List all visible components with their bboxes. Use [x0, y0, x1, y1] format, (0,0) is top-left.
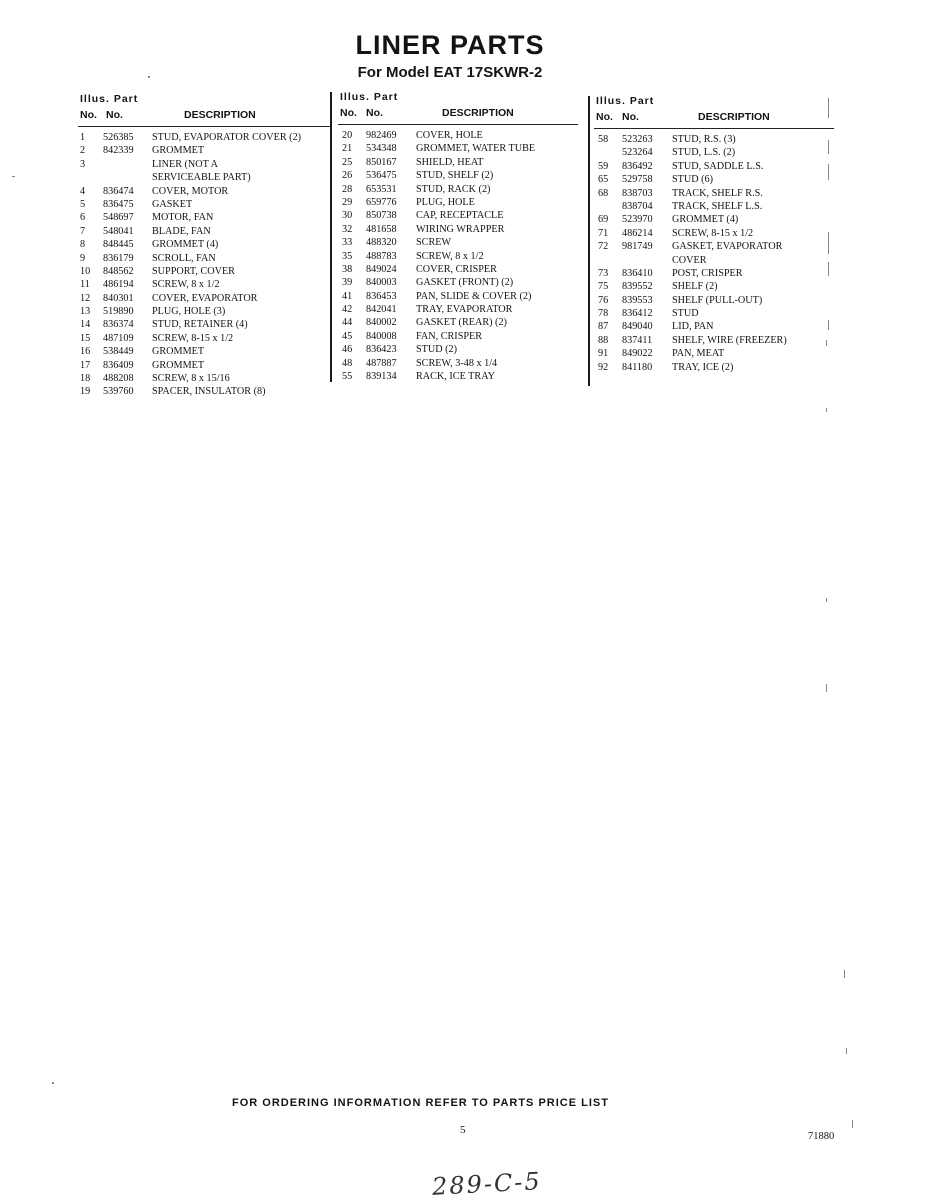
illus-no: 59 — [598, 160, 609, 172]
parts-row — [594, 133, 834, 146]
part-number: 836410 — [622, 267, 653, 279]
part-number: 486194 — [103, 279, 134, 291]
illus-no: 14 — [80, 319, 91, 331]
illus-no: 9 — [80, 252, 86, 264]
part-description: COVER, CRISPER — [416, 263, 497, 275]
parts-row — [78, 332, 330, 345]
part-description: POST, CRISPER — [672, 267, 743, 279]
scan-speck — [852, 1120, 853, 1128]
part-description: SHELF (PULL-OUT) — [672, 294, 763, 306]
parts-row — [78, 345, 330, 358]
illus-no: 19 — [80, 386, 91, 398]
parts-row — [338, 330, 578, 343]
illus-no: 58 — [598, 134, 609, 145]
scan-speck — [826, 408, 827, 412]
part-description: PLUG, HOLE — [416, 196, 475, 208]
part-description: TRAY, ICE (2) — [672, 361, 734, 373]
illus-no: 12 — [80, 292, 91, 304]
scan-speck — [828, 320, 829, 330]
part-number: 849040 — [622, 321, 653, 333]
scan-speck — [826, 340, 827, 346]
parts-row — [594, 213, 834, 226]
parts-row — [338, 370, 578, 383]
parts-row — [78, 225, 330, 238]
part-number: 848445 — [103, 239, 134, 251]
part-number: 836474 — [103, 185, 134, 197]
parts-row — [594, 200, 834, 213]
illus-no: 7 — [80, 225, 86, 237]
part-number: 538449 — [103, 346, 134, 358]
parts-row — [338, 129, 578, 142]
scan-speck — [148, 76, 150, 78]
illus-no: 25 — [342, 156, 353, 168]
description-heading: DESCRIPTION — [698, 111, 770, 123]
scan-speck — [844, 970, 845, 978]
part-number: 523264 — [622, 147, 653, 159]
part-description: TRACK, SHELF R.S. — [672, 187, 763, 199]
parts-row — [78, 318, 330, 331]
illus-no: 3 — [80, 158, 86, 170]
part-number: 848562 — [103, 265, 134, 277]
scan-speck — [826, 598, 827, 602]
part-number: 838704 — [622, 200, 653, 212]
illus-no: 91 — [598, 348, 609, 360]
parts-rows — [338, 125, 578, 383]
part-number: 836179 — [103, 252, 134, 264]
parts-row — [338, 142, 578, 155]
parts-row — [338, 250, 578, 263]
part-number: 842339 — [103, 145, 134, 157]
illus-no-heading: No. — [340, 107, 357, 119]
part-description: STUD — [672, 308, 699, 320]
parts-row — [338, 183, 578, 196]
part-description: LINER (NOT A — [152, 158, 219, 170]
model-subtitle: For Model EAT 17SKWR-2 — [357, 64, 543, 81]
part-number: 839553 — [622, 294, 653, 306]
illus-no: 26 — [342, 170, 353, 182]
part-number: 850167 — [366, 156, 397, 168]
scan-speck — [828, 262, 829, 276]
part-description: SHIELD, HEAT — [416, 156, 484, 168]
illus-no: 69 — [598, 214, 609, 226]
part-description: GROMMET — [152, 145, 205, 157]
description-heading: DESCRIPTION — [442, 107, 514, 119]
part-number: 529758 — [622, 174, 653, 186]
part-number: 653531 — [366, 183, 397, 195]
part-number: 981749 — [622, 241, 653, 253]
parts-row — [78, 278, 330, 291]
part-description: SHELF, WIRE (FREEZER) — [672, 334, 787, 346]
part-description: SCREW, 8 x 1/2 — [152, 279, 220, 291]
part-description: COVER, HOLE — [416, 130, 483, 141]
illus-no: 4 — [80, 185, 86, 197]
part-description: GROMMET, WATER TUBE — [416, 143, 536, 155]
scan-speck — [826, 684, 827, 692]
parts-row — [338, 290, 578, 303]
illus-no: 32 — [342, 223, 353, 235]
part-number: 840003 — [366, 277, 397, 289]
parts-row — [338, 276, 578, 289]
part-description: BLADE, FAN — [152, 225, 211, 237]
illus-no: 21 — [342, 143, 353, 155]
illus-no: 76 — [598, 294, 609, 306]
part-number: 548697 — [103, 212, 134, 224]
part-description: STUD, R.S. (3) — [672, 134, 736, 145]
parts-row — [338, 343, 578, 356]
part-number: 523970 — [622, 214, 653, 226]
parts-row — [78, 252, 330, 265]
part-number: 836492 — [622, 160, 653, 172]
parts-row — [338, 357, 578, 370]
part-description: GROMMET (4) — [152, 239, 219, 251]
part-description: STUD, SHELF (2) — [416, 170, 494, 182]
part-description: PAN, MEAT — [672, 348, 725, 360]
part-description: CAP, RECEPTACLE — [416, 210, 504, 222]
illus-no: 17 — [80, 359, 91, 371]
parts-row — [78, 211, 330, 224]
part-description: SPACER, INSULATOR (8) — [152, 386, 266, 398]
illus-no: 48 — [342, 357, 353, 369]
part-number: 486214 — [622, 227, 653, 239]
column-header — [338, 90, 578, 125]
part-number: 838703 — [622, 187, 653, 199]
illus-part-heading: Illus. Part — [340, 91, 399, 103]
parts-row — [594, 294, 834, 307]
part-number: 850738 — [366, 210, 397, 222]
parts-row — [338, 236, 578, 249]
part-number: 836475 — [103, 198, 134, 210]
part-number: 840301 — [103, 292, 134, 304]
illus-no: 6 — [80, 212, 86, 224]
illus-no: 2 — [80, 145, 86, 157]
illus-no: 42 — [342, 304, 353, 316]
part-number: 534348 — [366, 143, 397, 155]
illus-no: 35 — [342, 250, 353, 262]
illus-part-heading: Illus. Part — [80, 93, 139, 105]
scan-speck — [330, 92, 332, 382]
illus-no: 65 — [598, 174, 609, 186]
part-description: LID, PAN — [672, 321, 714, 333]
part-description: SUPPORT, COVER — [152, 265, 235, 277]
part-number: 539760 — [103, 386, 134, 398]
illus-no: 30 — [342, 210, 353, 222]
parts-row — [338, 209, 578, 222]
part-no-heading: No. — [622, 111, 639, 123]
parts-row — [594, 187, 834, 200]
ordering-note: FOR ORDERING INFORMATION REFER TO PARTS PRICE LIST — [232, 1097, 609, 1109]
illus-no: 15 — [80, 332, 91, 344]
part-description: GASKET, EVAPORATOR — [672, 241, 783, 253]
part-number: 536475 — [366, 170, 397, 182]
document-code: 71880 — [808, 1131, 835, 1142]
parts-row — [78, 372, 330, 385]
parts-row — [338, 316, 578, 329]
part-no-heading: No. — [366, 107, 383, 119]
part-description: SCROLL, FAN — [152, 252, 216, 264]
parts-row — [338, 263, 578, 276]
part-number: 488320 — [366, 237, 397, 249]
part-number: 841180 — [622, 361, 653, 373]
illus-no: 1 — [80, 132, 86, 143]
scan-speck — [828, 164, 829, 180]
part-description: SCREW, 8-15 x 1/2 — [672, 227, 754, 239]
part-description: TRACK, SHELF L.S. — [672, 200, 763, 212]
part-no-heading: No. — [106, 109, 123, 121]
parts-row — [594, 320, 834, 333]
parts-rows — [594, 129, 834, 374]
part-number: 481658 — [366, 223, 397, 235]
part-description: FAN, CRISPER — [416, 330, 483, 342]
part-number: 840002 — [366, 317, 397, 329]
parts-column-1 — [78, 92, 330, 399]
illus-no: 20 — [342, 130, 353, 141]
scan-speck — [828, 98, 829, 118]
part-description: SERVICEABLE PART) — [152, 172, 251, 184]
scan-speck — [588, 96, 590, 386]
illus-no: 72 — [598, 241, 609, 253]
part-number: 982469 — [366, 130, 397, 141]
illus-no: 88 — [598, 334, 609, 346]
parts-row — [338, 156, 578, 169]
illus-no: 75 — [598, 281, 609, 293]
illus-no: 28 — [342, 183, 353, 195]
part-number: 523263 — [622, 134, 653, 145]
parts-row — [78, 265, 330, 278]
parts-row — [338, 223, 578, 236]
parts-row — [78, 359, 330, 372]
column-header — [78, 92, 330, 127]
part-description: TRAY, EVAPORATOR — [416, 304, 513, 316]
part-description: RACK, ICE TRAY — [416, 371, 495, 383]
part-number: 840008 — [366, 330, 397, 342]
part-description: GROMMET — [152, 359, 205, 371]
handwritten-annotation: 289-C-5 — [431, 1167, 543, 1201]
parts-row — [78, 385, 330, 398]
part-description: STUD, EVAPORATOR COVER (2) — [152, 132, 302, 143]
parts-row — [594, 146, 834, 159]
illus-no: 78 — [598, 308, 609, 320]
illus-no: 45 — [342, 330, 353, 342]
part-description: SCREW, 8-15 x 1/2 — [152, 332, 234, 344]
part-description: GASKET — [152, 198, 193, 210]
parts-row — [594, 334, 834, 347]
part-number: 839134 — [366, 371, 397, 383]
scan-speck — [52, 1082, 54, 1084]
parts-row — [594, 160, 834, 173]
scan-speck — [828, 140, 829, 154]
parts-row — [594, 227, 834, 240]
parts-row — [78, 171, 330, 184]
parts-column-2 — [338, 90, 578, 383]
parts-row — [594, 307, 834, 320]
part-description: PAN, SLIDE & COVER (2) — [416, 290, 532, 302]
part-description: STUD (6) — [672, 174, 714, 186]
part-number: 842041 — [366, 304, 397, 316]
illus-no: 46 — [342, 344, 353, 356]
part-description: SCREW, 8 x 1/2 — [416, 250, 484, 262]
parts-row — [78, 144, 330, 157]
part-description: STUD, L.S. (2) — [672, 147, 736, 159]
parts-row — [78, 131, 330, 144]
illus-no: 29 — [342, 196, 353, 208]
part-number: 519890 — [103, 306, 134, 318]
illus-no-heading: No. — [596, 111, 613, 123]
illus-no: 5 — [80, 198, 86, 210]
scan-speck — [846, 1048, 847, 1054]
part-description: PLUG, HOLE (3) — [152, 306, 226, 318]
page-number: 5 — [460, 1124, 466, 1136]
illus-no: 92 — [598, 361, 609, 373]
scan-speck — [12, 176, 15, 177]
illus-part-heading: Illus. Part — [596, 95, 655, 107]
illus-no: 73 — [598, 267, 609, 279]
part-description: SHELF (2) — [672, 281, 718, 293]
parts-row — [78, 198, 330, 211]
part-description: SCREW, 8 x 15/16 — [152, 373, 230, 385]
part-number: 836412 — [622, 308, 653, 320]
part-description: STUD, RETAINER (4) — [152, 319, 248, 331]
parts-row — [594, 240, 834, 253]
parts-row — [594, 254, 834, 267]
parts-row — [78, 305, 330, 318]
parts-column-3 — [594, 94, 834, 374]
part-number: 849024 — [366, 263, 397, 275]
part-description: SCREW — [416, 237, 452, 249]
parts-row — [78, 158, 330, 171]
part-description: STUD, SADDLE L.S. — [672, 160, 764, 172]
illus-no: 39 — [342, 277, 353, 289]
illus-no: 44 — [342, 317, 353, 329]
part-number: 836453 — [366, 290, 397, 302]
parts-row — [78, 292, 330, 305]
illus-no: 8 — [80, 239, 86, 251]
illus-no: 68 — [598, 187, 609, 199]
parts-row — [594, 267, 834, 280]
page-title: LINER PARTS — [355, 30, 545, 60]
illus-no-heading: No. — [80, 109, 97, 121]
parts-row — [594, 280, 834, 293]
part-description: COVER — [672, 254, 707, 266]
part-number: 487887 — [366, 357, 397, 369]
parts-row — [594, 347, 834, 360]
illus-no: 13 — [80, 306, 91, 318]
description-heading: DESCRIPTION — [184, 109, 256, 121]
part-number: 548041 — [103, 225, 134, 237]
part-number: 837411 — [622, 334, 653, 346]
part-description: WIRING WRAPPER — [416, 223, 505, 235]
parts-row — [594, 173, 834, 186]
part-description: GASKET (REAR) (2) — [416, 317, 507, 329]
part-description: GROMMET — [152, 346, 205, 358]
column-header — [594, 94, 834, 129]
parts-row — [338, 169, 578, 182]
part-description: COVER, EVAPORATOR — [152, 292, 258, 304]
part-description: COVER, MOTOR — [152, 185, 229, 197]
illus-no: 10 — [80, 265, 91, 277]
part-number: 526385 — [103, 132, 134, 143]
parts-row — [78, 185, 330, 198]
parts-row — [338, 303, 578, 316]
part-description: SCREW, 3-48 x 1/4 — [416, 357, 498, 369]
parts-row — [338, 196, 578, 209]
illus-no: 16 — [80, 346, 91, 358]
part-description: GROMMET (4) — [672, 214, 739, 226]
illus-no: 38 — [342, 263, 353, 275]
illus-no: 87 — [598, 321, 609, 333]
scan-speck — [828, 232, 829, 254]
part-description: MOTOR, FAN — [152, 212, 214, 224]
illus-no: 41 — [342, 290, 353, 302]
illus-no: 33 — [342, 237, 353, 249]
part-number: 836423 — [366, 344, 397, 356]
part-number: 488783 — [366, 250, 397, 262]
illus-no: 18 — [80, 373, 91, 385]
part-description: STUD, RACK (2) — [416, 183, 491, 195]
part-number: 488208 — [103, 373, 134, 385]
parts-rows — [78, 127, 330, 399]
part-number: 487109 — [103, 332, 134, 344]
illus-no: 55 — [342, 371, 353, 383]
parts-row — [594, 361, 834, 374]
part-number: 839552 — [622, 281, 653, 293]
part-description: GASKET (FRONT) (2) — [416, 277, 514, 289]
illus-no: 11 — [80, 279, 90, 291]
part-description: STUD (2) — [416, 344, 458, 356]
part-number: 836409 — [103, 359, 134, 371]
parts-row — [78, 238, 330, 251]
part-number: 659776 — [366, 196, 397, 208]
part-number: 836374 — [103, 319, 134, 331]
part-number: 849022 — [622, 348, 653, 360]
illus-no: 71 — [598, 227, 609, 239]
